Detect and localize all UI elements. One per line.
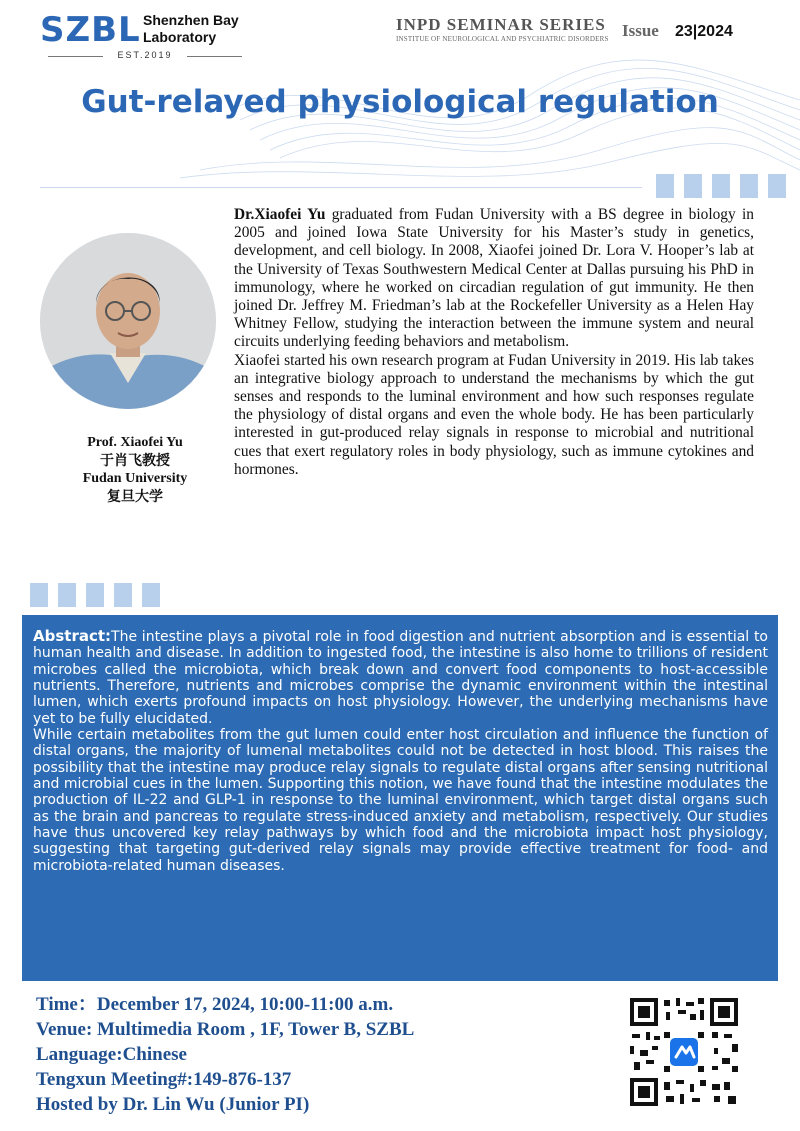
abstract-paragraph-1 xyxy=(33,628,768,727)
abstract-paragraph-1-text: The intestine plays a pivotal role in food digestion and nutrient absorption and is essential to human health and disease. In addition to ingested food, the intestine is also home to trillions of resident microbes called the microbiota, which break down and convert food components to host-accessible nutrients. Therefore, nutrients and microbes comprise the dynamic environment within the intestinal lumen, which exerts profound impacts on host physiology. However, the underlying mechanisms have yet to be fully elucidated. xyxy=(33,629,768,727)
abstract-paragraph-2: While certain metabolites from the gut lumen could enter host circulation and influence the function of distal organs, the majority of lumenal metabolites could not be detected in host blood. This raises the possibility that the intestine may produce relay signals to regulate distal organs after sensing nutritional and microbial cues in the lumen. Supporting this notion, we have found that the intestine modulates the production of IL-22 and GLP-1 in response to the luminal environment, which target distal organs such as the brain and pancreas to regulate stress-induced anxiety and metabolism, respectively. Our studies have thus uncovered key relay pathways by which food and the microbiota impact host physiology, suggesting that targeting gut-derived relay signals may provide effective treatment for food- and microbiota-related human diseases. xyxy=(33,727,768,874)
speaker-info xyxy=(40,434,230,506)
event-host: Hosted by Dr. Lin Wu (Junior PI) xyxy=(36,1094,310,1115)
event-info xyxy=(36,992,414,1117)
event-venue: Venue: Multimedia Room , 1F, Tower B, SZBL xyxy=(36,1019,415,1040)
speaker-affiliation-zh: 复旦大学 xyxy=(107,489,163,505)
logo-name-line1: Shenzhen Bay xyxy=(143,12,239,28)
bio-paragraph-1 xyxy=(234,206,754,352)
logo-established: EST.2019 xyxy=(40,50,250,60)
issue-number: 23|2024 xyxy=(675,23,733,40)
qr-code-icon[interactable] xyxy=(628,996,740,1108)
abstract-label: Abstract: xyxy=(33,627,112,645)
logo-name xyxy=(143,12,239,46)
bio-lead-name: Dr.Xiaofei Yu xyxy=(234,206,326,223)
logo-mark: SZBL xyxy=(40,10,141,50)
seminar-series xyxy=(396,16,618,44)
bio-paragraph-2: Xiaofei started his own research program at Fudan University in 2019. His lab takes an integrative biology approach to understand the mechanisms by which the gut senses and responds to the luminal environment and how such responses regulate the physiology of distal organs and even the whole body. He has been particularly interested in gut-produced relay signals in response to microbial and nutritional cues that exert regulatory roles in body physiology, such as immune cytokines and hormones. xyxy=(234,351,754,478)
speaker-name-zh: 于肖飞教授 xyxy=(100,453,170,469)
issue-label: Issue xyxy=(622,21,659,40)
bio-paragraph-1-text: graduated from Fudan University with a BS degree in biology in 2005 and joined Iowa State University for his Master’s study in genetics, development, and cell biology. In 2008, Xiaofei joined Dr. Lora V. Hooper’s lab at the University of Texas Southwestern Medical Center at Dallas pursuing his PhD in immunology, where he worked on circadian regulation of gut immunity. He then joined Dr. Jeffrey M. Friedman’s lab at the Rockefeller University as a Helen Hay Whitney Fellow, studying the interaction between the immune system and neural circuits underlying feeding behaviors and metabolism. xyxy=(234,206,754,351)
speaker-name-en: Prof. Xiaofei Yu xyxy=(87,435,183,450)
series-subtitle: INSTITUE OF NEUROLOGICAL AND PSYCHIATRIC DISORDERS xyxy=(396,35,609,43)
speaker-bio xyxy=(234,206,754,479)
series-title: INPD SEMINAR SERIES xyxy=(396,15,606,34)
event-time: Time：December 17, 2024, 10:00-11:00 a.m. xyxy=(36,994,394,1015)
decoration-blocks-bottom xyxy=(30,583,160,607)
title-divider xyxy=(40,187,642,188)
decoration-blocks-top xyxy=(656,174,786,198)
abstract-box xyxy=(22,615,778,981)
speaker-photo xyxy=(40,233,216,409)
event-language: Language:Chinese xyxy=(36,1044,187,1065)
page-title: Gut-relayed physiological regulation xyxy=(81,84,719,120)
event-meeting-id: Tengxun Meeting#:149-876-137 xyxy=(36,1069,292,1090)
speaker-affiliation-en: Fudan University xyxy=(82,471,188,486)
logo-name-line2: Laboratory xyxy=(143,29,217,45)
